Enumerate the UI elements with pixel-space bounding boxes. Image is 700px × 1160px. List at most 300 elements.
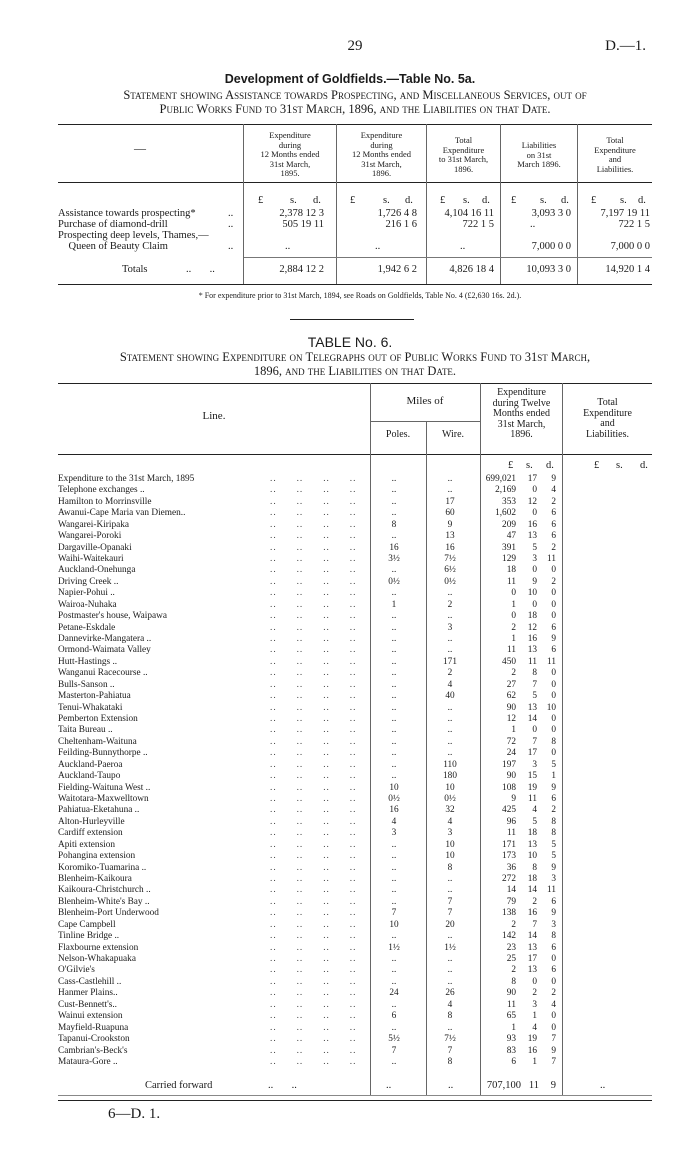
pounds-cell: 2,169 <box>495 485 516 496</box>
poles-cell: .. <box>391 851 397 862</box>
table5a-col-header-1 <box>244 131 336 179</box>
totals-label: Totals <box>122 264 148 275</box>
leader-dots: .. .. .. .. <box>270 782 357 793</box>
table6-row <box>58 1046 652 1057</box>
table6-row <box>58 943 652 954</box>
line-name: Wanganui Racecourse .. <box>58 668 148 679</box>
total-cell: 2,884 12 2 <box>279 264 324 275</box>
leader-dots: .. .. .. .. <box>270 759 357 770</box>
pence-cell: 0 <box>551 748 556 759</box>
pence-cell: 2 <box>551 805 556 816</box>
header-text: Expenditure <box>360 130 403 140</box>
table5a-statement <box>58 88 652 116</box>
leader-dots: .. .. .. .. <box>270 919 357 930</box>
line-name: Koromiko-Tuamarina .. <box>58 862 147 873</box>
shillings-cell: 17 <box>527 954 537 965</box>
pence-cell: 6 <box>551 965 556 976</box>
pence-cell: 7 <box>551 1034 556 1045</box>
shillings-cell: 18 <box>527 828 537 839</box>
pence-cell: 9 <box>551 634 556 645</box>
amount-cell: 2,378 12 3 <box>279 208 324 219</box>
pounds-cell: 27 <box>506 679 516 690</box>
wire-cell: .. <box>447 736 453 747</box>
poles-cell: .. <box>386 1080 392 1091</box>
unit-pence: d. <box>313 195 321 206</box>
header-text: 1895. <box>280 168 300 178</box>
table6-row <box>58 508 652 519</box>
leader-dots: .. .. .. .. <box>270 519 357 530</box>
page-reference: D.—1. <box>605 38 646 54</box>
table6-row <box>58 851 652 862</box>
table6-row <box>58 954 652 965</box>
pence-cell: 0 <box>551 565 556 576</box>
pence-cell: 2 <box>551 576 556 587</box>
table6-miles-rule <box>370 421 480 422</box>
amount-cell: .. <box>460 241 466 252</box>
poles-cell: .. <box>391 931 397 942</box>
wire-cell: .. <box>447 954 453 965</box>
wire-cell: 7 <box>447 896 453 907</box>
unit-pence: d. <box>546 460 554 471</box>
table5a-top-rule <box>58 124 652 125</box>
poles-cell: .. <box>391 691 397 702</box>
header-text: Total <box>597 397 618 408</box>
table6-statement-line1: Statement showing Expenditure on Telegraphs out of Public Works Fund to 31st March, <box>119 350 591 364</box>
unit-pence: d. <box>561 195 569 206</box>
leader-dots: .. .. .. .. <box>270 976 357 987</box>
pence-cell: 2 <box>551 496 556 507</box>
pence-cell: 9 <box>551 782 556 793</box>
shillings-cell: 13 <box>527 531 537 542</box>
footer-signature: 6—D. 1. <box>108 1106 161 1122</box>
leader-dots: .. <box>228 219 234 230</box>
wire-cell: 7½ <box>444 554 456 564</box>
line-name: Ormond-Waimata Valley <box>58 645 151 656</box>
wire-cell: .. <box>447 714 453 725</box>
line-name: Alton-Hurleyville <box>58 816 125 827</box>
wire-cell: 4 <box>447 816 453 827</box>
leader-dots: .. .. .. .. <box>270 908 357 919</box>
wire-cell: 8 <box>447 1011 453 1022</box>
poles-cell: 24 <box>389 988 399 999</box>
leader-dots: .. .. .. .. <box>270 531 357 542</box>
table6-row <box>58 771 652 782</box>
wire-cell: .. <box>447 874 453 885</box>
pounds-cell: 0 <box>511 611 516 622</box>
unit-pence: d. <box>405 195 413 206</box>
wire-cell: .. <box>448 1080 454 1091</box>
poles-cell: 6 <box>391 1011 397 1022</box>
leader-dots: .. .. .. .. <box>270 485 357 496</box>
pounds-cell: 36 <box>506 862 516 873</box>
leader-dots: .. .. .. .. <box>270 736 357 747</box>
leader-dots: .. .. .. .. <box>270 1022 357 1033</box>
shillings-cell: 7 <box>532 736 537 747</box>
line-name: Wairoa-Nuhaka <box>58 599 117 610</box>
shillings-cell: 18 <box>527 611 537 622</box>
pounds-cell: 1 <box>511 634 516 645</box>
pence-cell: 9 <box>551 1045 556 1056</box>
pounds-cell: 79 <box>506 896 516 907</box>
poles-cell: 5½ <box>388 1034 400 1045</box>
wire-cell: 4 <box>447 999 453 1010</box>
table5a-col-header-5 <box>578 136 652 174</box>
leader-dots: .. .. .. .. <box>270 508 357 519</box>
shillings-cell: 19 <box>527 1034 537 1045</box>
wire-cell: .. <box>447 725 453 736</box>
shillings-cell: 3 <box>532 999 537 1010</box>
row-label: Assistance towards prospecting* <box>58 208 196 219</box>
pounds-cell: 90 <box>506 988 516 999</box>
pence-cell: 8 <box>551 816 556 827</box>
shillings-cell: 3 <box>532 759 537 770</box>
leader-dots: .. .. .. .. <box>270 622 357 633</box>
shillings-cell: 16 <box>527 634 537 645</box>
header-text: and <box>608 154 622 164</box>
poles-cell: .. <box>391 485 397 496</box>
row-label: Purchase of diamond-drill <box>58 219 168 230</box>
pounds-cell: 171 <box>502 839 516 850</box>
table6-row <box>58 977 652 988</box>
wire-cell: .. <box>447 702 453 713</box>
poles-cell: .. <box>391 622 397 633</box>
total-cell: 1,942 6 2 <box>377 264 417 275</box>
header-text: Expenditure <box>497 387 546 398</box>
wire-cell: 3 <box>447 828 453 839</box>
line-name: Tinline Bridge .. <box>58 931 120 942</box>
wire-cell: 4 <box>447 679 453 690</box>
table6-row <box>58 1057 652 1068</box>
wire-cell: 26 <box>445 988 455 999</box>
unit-pounds: £ <box>258 195 264 206</box>
shillings-cell: 16 <box>527 908 537 919</box>
leader-dots: .. .. .. .. <box>270 999 357 1010</box>
footer-rule <box>58 1100 652 1101</box>
wire-cell: 2 <box>447 668 453 679</box>
pounds-cell: 90 <box>506 771 516 782</box>
amount-cell: 722 1 5 <box>618 219 650 230</box>
pounds-cell: 450 <box>502 656 516 667</box>
table5a-col-header-3 <box>427 136 500 174</box>
table6-row <box>58 520 652 531</box>
leader-dots: .. .. .. .. <box>270 839 357 850</box>
poles-cell: .. <box>391 588 397 599</box>
shillings-cell: 13 <box>527 942 537 953</box>
wire-cell: 7 <box>447 1045 453 1056</box>
header-text: on 31st <box>526 149 552 160</box>
unit-pounds: £ <box>440 195 446 206</box>
shillings-cell: 14 <box>527 885 537 896</box>
pounds-cell: 47 <box>506 531 516 542</box>
table6-row <box>58 623 652 634</box>
poles-cell: .. <box>391 896 397 907</box>
line-name: Hamilton to Morrinsville <box>58 496 152 507</box>
pounds-cell: 65 <box>506 1011 516 1022</box>
shillings-cell: 14 <box>527 931 537 942</box>
pounds-cell: 2 <box>511 919 516 930</box>
header-text: Expenditure <box>269 130 311 140</box>
pounds-cell: 11 <box>507 576 516 587</box>
pounds-cell: 2 <box>511 668 516 679</box>
amount-cell: .. <box>375 241 381 252</box>
carried-forward-label: Carried forward <box>145 1080 213 1091</box>
leader-dots: .. .. .. .. <box>270 679 357 690</box>
pounds-cell: 391 <box>502 542 516 553</box>
table6-row <box>58 965 652 976</box>
unit-pounds: £ <box>511 195 517 206</box>
poles-cell: .. <box>391 668 397 679</box>
pence-cell: 0 <box>551 976 556 987</box>
leader-dots: .. .. .. .. <box>270 496 357 507</box>
line-name: Telephone exchanges .. <box>58 485 145 496</box>
shillings-cell: 16 <box>527 519 537 530</box>
pence-cell: 11 <box>547 656 556 667</box>
pence-cell: 11 <box>547 885 556 896</box>
shillings-cell: 11 <box>528 794 537 805</box>
pence-cell: 9 <box>550 1080 556 1091</box>
wire-cell: 7½ <box>444 1034 456 1045</box>
pence-cell: 0 <box>551 691 556 702</box>
pounds-cell: 6 <box>511 1056 516 1067</box>
shillings-cell: 0 <box>532 565 537 576</box>
unit-shillings: s. <box>526 460 533 471</box>
line-name: Pemberton Extension <box>58 714 138 725</box>
wire-cell: 6½ <box>444 565 456 576</box>
poles-cell: 10 <box>389 782 399 793</box>
pounds-cell: 96 <box>506 816 516 827</box>
wire-cell: .. <box>447 885 453 896</box>
wire-cell: 20 <box>445 919 455 930</box>
line-name: Mayfield-Ruapuna <box>58 1022 129 1033</box>
shillings-cell: 17 <box>527 748 537 759</box>
leader-dots: .. .. .. .. <box>270 611 357 622</box>
table6-row <box>58 828 652 839</box>
leader-dots: .. .. .. .. <box>270 1034 357 1045</box>
pence-cell: 0 <box>551 679 556 690</box>
table6-row <box>58 783 652 794</box>
header-text: to 31st March, <box>438 154 489 164</box>
pounds-cell: 9 <box>511 794 516 805</box>
pounds-cell: 62 <box>506 691 516 702</box>
table6-row <box>58 988 652 999</box>
poles-cell: .. <box>391 714 397 725</box>
header-text: 31st March, <box>497 418 546 430</box>
header-text: Expenditure <box>442 144 485 155</box>
table6-row <box>58 657 652 668</box>
table6-row <box>58 931 652 942</box>
poles-cell: .. <box>391 725 397 736</box>
pounds-cell: 699,021 <box>485 474 516 484</box>
table5a-col-header-2 <box>337 131 426 179</box>
table6-row <box>58 863 652 874</box>
poles-cell: 1 <box>391 599 397 610</box>
poles-cell: .. <box>391 496 397 507</box>
wire-cell: 3 <box>447 622 453 633</box>
pounds-cell: 2 <box>511 965 516 976</box>
header-text: Liabilities. <box>596 163 634 174</box>
poles-cell: .. <box>391 885 397 896</box>
pence-cell: 7 <box>551 1056 556 1067</box>
leader-dots: .. .. .. .. <box>270 851 357 862</box>
pence-cell: 4 <box>551 999 556 1010</box>
header-text: 12 Months ended <box>260 149 320 159</box>
pounds-cell: 108 <box>502 782 516 793</box>
section-divider <box>290 319 414 320</box>
poles-cell: .. <box>391 565 397 576</box>
amount-cell: 3,093 3 0 <box>531 208 571 219</box>
poles-cell: 7 <box>391 1045 397 1056</box>
pence-cell: 0 <box>551 954 556 965</box>
shillings-cell: 3 <box>532 554 537 564</box>
total-cell: .. <box>600 1080 606 1091</box>
table6-row <box>58 1023 652 1034</box>
table6-row <box>58 668 652 679</box>
shillings-cell: 13 <box>527 645 537 656</box>
shillings-cell: 18 <box>527 874 537 885</box>
unit-pence: d. <box>640 460 648 471</box>
header-text: Months ended <box>493 408 550 419</box>
pounds-cell: 425 <box>502 805 516 816</box>
poles-cell: .. <box>391 645 397 656</box>
table5a-footnote: * For expenditure prior to 31st March, 1894, see Roads on Goldfields, Table No. 4 (£2,630 16s. 2d.). <box>198 291 522 300</box>
leader-dots: .. .. .. .. <box>270 874 357 885</box>
wire-cell: .. <box>447 474 453 484</box>
amount-cell: 505 19 11 <box>282 219 324 230</box>
poles-cell: .. <box>391 1056 397 1067</box>
pounds-cell: 1 <box>511 725 516 736</box>
unit-shillings: s. <box>540 195 547 206</box>
unit-pounds: £ <box>350 195 356 206</box>
shillings-cell: 0 <box>532 976 537 987</box>
leader-dots: .. .. .. .. <box>270 828 357 839</box>
line-name: Blenheim-White's Bay .. <box>58 896 150 907</box>
pence-cell: 0 <box>551 1011 556 1022</box>
line-name: Tenui-Whakataki <box>58 702 123 713</box>
wire-cell: 9 <box>447 519 453 530</box>
leader-dots: .. .. .. .. <box>270 599 357 610</box>
table5a-col-dash: — <box>134 141 146 155</box>
shillings-cell: 8 <box>532 668 537 679</box>
table6-row <box>58 485 652 496</box>
shillings-cell: 13 <box>527 702 537 713</box>
table6-row <box>58 691 652 702</box>
table6-row <box>58 588 652 599</box>
amount-cell: .. <box>530 219 536 230</box>
unit-shillings: s. <box>463 195 470 206</box>
pence-cell: 0 <box>551 714 556 725</box>
shillings-cell: 5 <box>532 542 537 553</box>
table5a-col-header-4 <box>501 141 577 170</box>
wire-cell: 110 <box>443 759 457 770</box>
wire-cell: 32 <box>445 805 455 816</box>
pence-cell: 8 <box>551 931 556 942</box>
pence-cell: 6 <box>551 645 556 656</box>
wire-cell: 13 <box>445 531 455 542</box>
shillings-cell: 1 <box>532 1011 537 1022</box>
poles-cell: .. <box>391 1022 397 1033</box>
pounds-cell: 173 <box>502 851 516 862</box>
pounds-cell: 2 <box>511 622 516 633</box>
poles-cell: 16 <box>389 805 399 816</box>
line-name: Flaxbourne extension <box>58 942 139 953</box>
table6-row <box>58 531 652 542</box>
line-name: Cape Campbell <box>58 919 116 930</box>
line-name: Pahiatua-Eketahuna .. <box>58 805 140 816</box>
pounds-cell: 93 <box>506 1034 516 1045</box>
pounds-cell: 12 <box>506 714 516 725</box>
page-number: 29 <box>347 38 363 54</box>
wire-cell: 0½ <box>444 576 456 587</box>
line-name: Waitotara-Maxwelltown <box>58 794 149 805</box>
line-name: Hutt-Hastings .. <box>58 656 118 667</box>
poles-cell: 3 <box>391 828 397 839</box>
pounds-cell: 1,602 <box>495 508 516 519</box>
poles-cell: 10 <box>389 919 399 930</box>
shillings-cell: 2 <box>532 988 537 999</box>
table6-row <box>58 474 652 485</box>
wire-cell: 40 <box>445 691 455 702</box>
pence-cell: 6 <box>551 531 556 542</box>
leader-dots: .. .. .. .. <box>270 931 357 942</box>
leader-dots: .. .. .. .. <box>270 771 357 782</box>
pence-cell: 8 <box>551 736 556 747</box>
line-name: Awanui-Cape Maria van Diemen.. <box>58 508 186 519</box>
leader-dots: .. .. .. .. <box>270 542 357 553</box>
header-text: during <box>278 139 302 150</box>
header-text: 1896. <box>371 168 392 178</box>
pence-cell: 6 <box>551 519 556 530</box>
line-name: Pohangina extension <box>58 851 136 862</box>
header-text: Total <box>454 135 473 145</box>
wire-cell: .. <box>447 965 453 976</box>
line-name: Driving Creek .. <box>58 576 119 587</box>
leader-dots: .. .. .. .. <box>270 576 357 587</box>
leader-dots: .. .. .. .. <box>270 656 357 667</box>
table6-row <box>58 874 652 885</box>
table5a-title: Development of Goldfields.—Table No. 5a. <box>224 72 476 86</box>
amount-cell: 722 1 5 <box>462 219 494 230</box>
wire-cell: 2 <box>447 599 453 610</box>
leader-dots: .. .. .. .. <box>270 885 357 896</box>
total-cell: 10,093 3 0 <box>526 264 571 275</box>
header-text: 1896. <box>510 429 533 440</box>
wire-cell: 171 <box>443 656 457 667</box>
leader-dots: .. .. .. .. <box>270 1056 357 1067</box>
line-name: O'Gilvie's <box>58 965 95 976</box>
poles-cell: .. <box>391 965 397 976</box>
unit-pounds: £ <box>591 195 597 206</box>
wire-cell: 180 <box>443 771 457 782</box>
header-text: 1896. <box>453 163 474 174</box>
line-name: Dargaville-Opanaki <box>58 542 132 553</box>
pence-cell: 6 <box>551 508 556 519</box>
pounds-cell: 129 <box>502 554 516 564</box>
leader-dots: .. .. .. .. <box>270 954 357 965</box>
leader-dots: .. .. <box>186 264 215 275</box>
pounds-cell: 90 <box>506 702 516 713</box>
table6-row <box>58 1011 652 1022</box>
header-text: 31st March, <box>269 158 311 169</box>
shillings-cell: 12 <box>527 622 537 633</box>
shillings-cell: 10 <box>527 588 537 599</box>
leader-dots: .. .. .. .. <box>270 565 357 576</box>
pence-cell: 5 <box>551 759 556 770</box>
pence-cell: 0 <box>551 725 556 736</box>
wire-cell: 8 <box>447 862 453 873</box>
pence-cell: 0 <box>551 1022 556 1033</box>
table6-carried-rule <box>58 1095 652 1096</box>
pence-cell: 10 <box>546 702 556 713</box>
